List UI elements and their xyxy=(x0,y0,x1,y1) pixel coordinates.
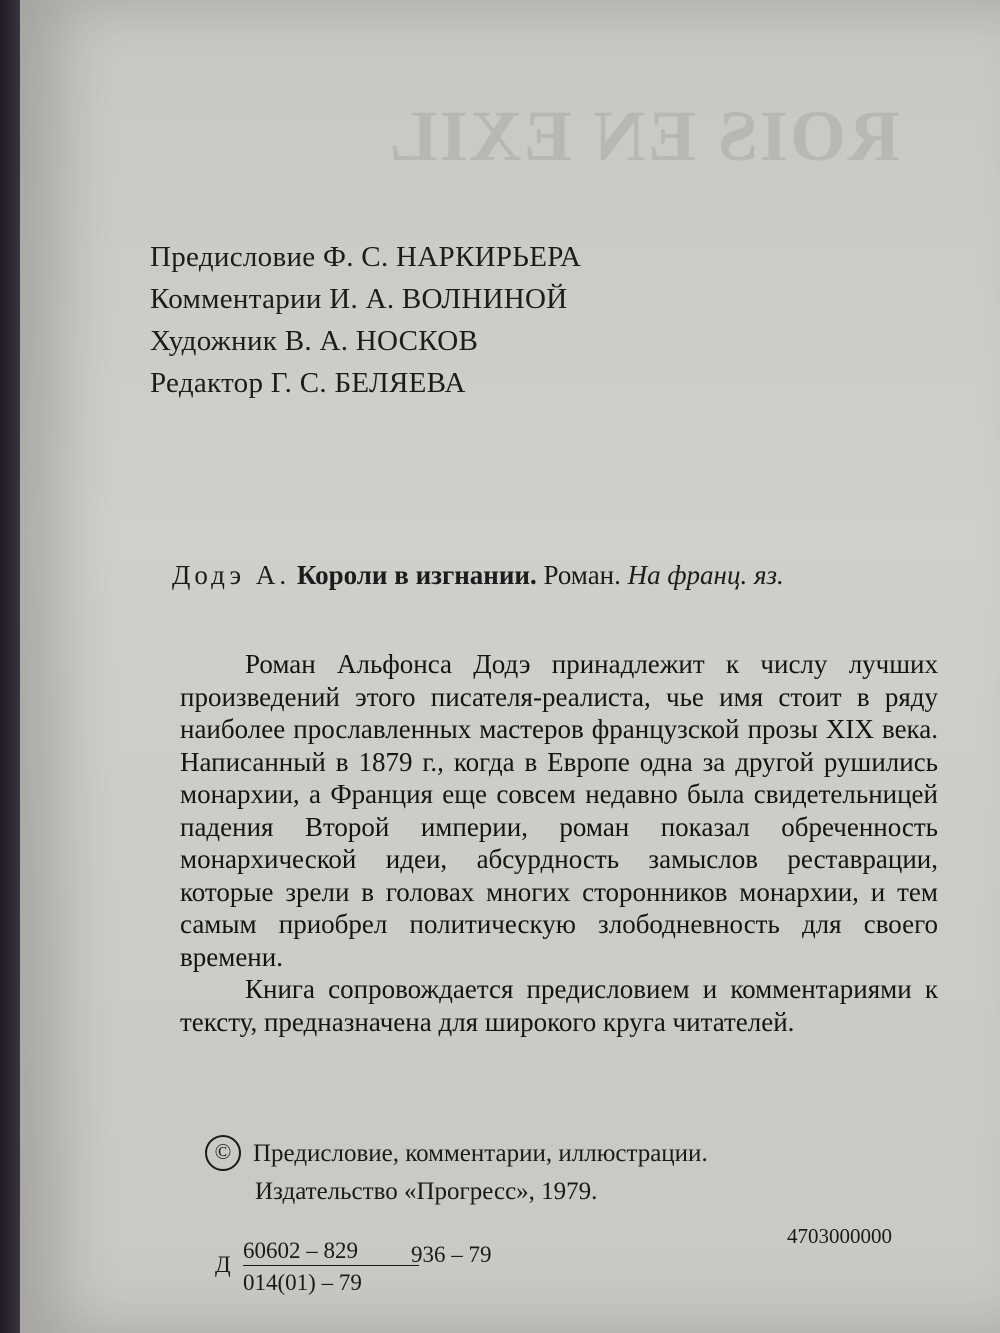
copyright-icon: © xyxy=(205,1135,241,1171)
annotation-paragraph-1: Роман Альфонса Додэ принадлежит к числу лучших произведений этого писателя-реалиста, чье имя стоит в ряду наиболее прославленных мастеров французской прозы XIX века. Написанный в 1879 г., когда в Европе одна за другой рушились монархии, а Франция еще совсем недавно была свидетельницей падения Второй империи, роман показал обреченность монархической идеи, абсурдность замыслов реставрации, которые зрели в головах многих сторонников монархии, и тем самым приобрел политическую злободневность для своего времени. xyxy=(180,649,938,972)
credit-editor: Редактор Г. С. БЕЛЯЕВА xyxy=(150,367,466,399)
biblio-language: На франц. яз. xyxy=(627,560,784,590)
catalog-denominator: 014(01) – 79 xyxy=(243,1270,362,1295)
copyright-block xyxy=(205,1135,708,1211)
copyright-line-2: Издательство «Прогресс», 1979. xyxy=(255,1178,598,1205)
book-spine-edge xyxy=(0,0,20,1333)
biblio-author: Додэ А. xyxy=(172,560,291,590)
annotation-text xyxy=(180,648,938,1038)
credits-block xyxy=(150,236,581,404)
credit-comments: Комментарии И. А. ВОЛНИНОЙ xyxy=(150,283,568,315)
bleed-through-title: ROIS EN EXIL xyxy=(387,96,900,176)
catalog-numerator: 60602 – 829 xyxy=(243,1238,419,1266)
catalog-letter: Д xyxy=(215,1252,231,1277)
publisher-code: 4703000000 xyxy=(787,1224,892,1248)
credit-preface: Предисловие Ф. С. НАРКИРЬЕРА xyxy=(150,241,582,273)
catalog-fraction xyxy=(243,1238,419,1296)
catalog-number: 936 – 79 xyxy=(411,1242,492,1267)
annotation-paragraph-2: Книга сопровождается предисловием и комментариями к тексту, предназначена для широкого круга читателей. xyxy=(180,974,938,1037)
credit-artist: Художник В. А. НОСКОВ xyxy=(150,325,479,357)
biblio-genre: Роман. xyxy=(543,560,621,590)
copyright-line-1: Предисловие, комментарии, иллюстрации. xyxy=(253,1140,708,1167)
bibliographic-line xyxy=(172,560,784,591)
biblio-title: Короли в изгнании. xyxy=(296,560,537,590)
